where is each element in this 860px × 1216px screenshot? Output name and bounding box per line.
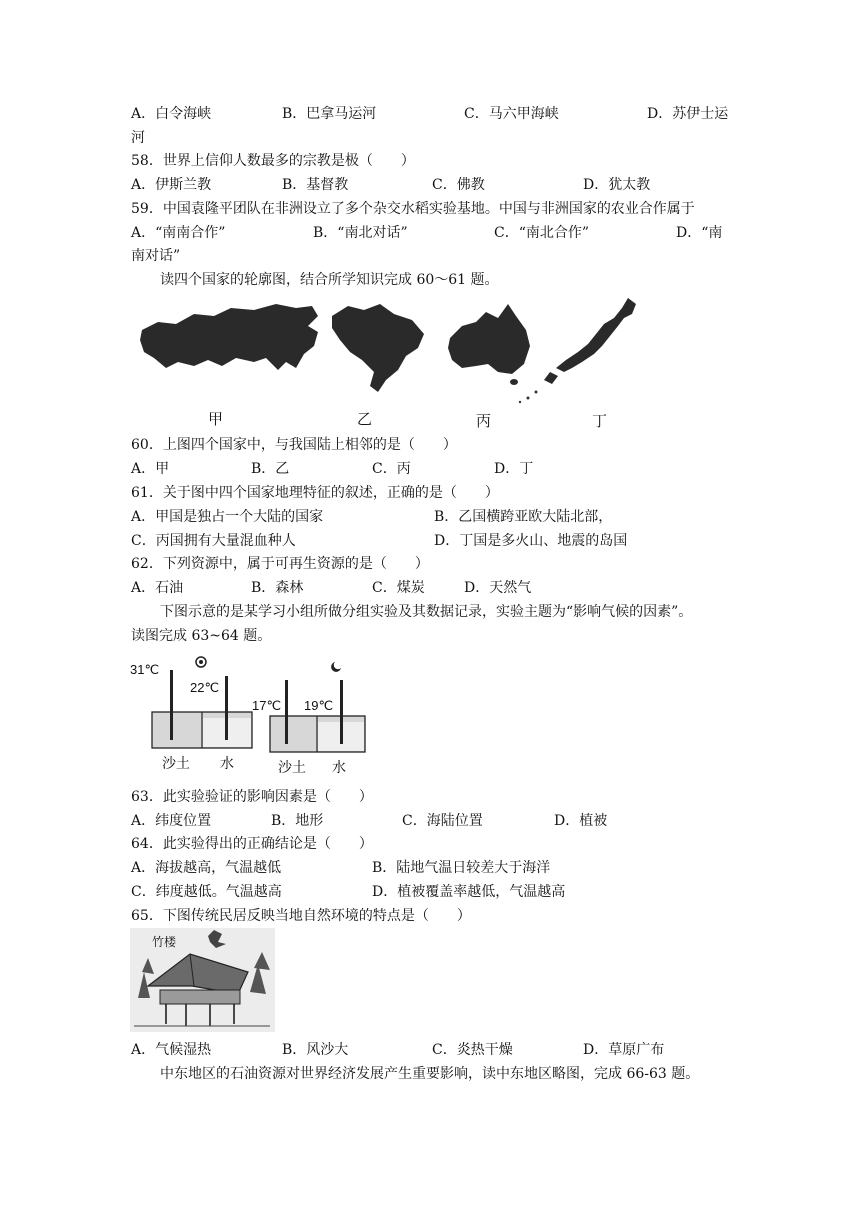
q59-stem: 59．中国袁隆平团队在非洲设立了多个杂交水稻实验基地。中国与非洲国家的农业合作属于: [131, 201, 695, 217]
q57-option-d: D．苏伊士运: [647, 106, 729, 122]
q62-option-c: C．煤炭: [372, 580, 425, 596]
q64-option-c: C．纬度越低。气温越高: [131, 884, 282, 900]
bamboo-house-figure: [130, 928, 275, 1032]
intro-63-64-line2: 读图完成 63~64 题。: [131, 628, 272, 644]
bamboo-house-svg: [130, 928, 275, 1032]
night-sand-label: 沙土: [278, 760, 306, 776]
q61-option-b: B．乙国横跨亚欧大陆北部，: [434, 509, 613, 525]
day-sand-temp: 31℃: [130, 662, 160, 677]
intro-60-61: 读四个国家的轮廓图，结合所学知识完成 60～61 题。: [160, 272, 499, 288]
q63-option-b: B．地形: [271, 813, 324, 829]
island-dot: [519, 401, 521, 403]
q61-option-d: D．丁国是多火山、地震的岛国: [434, 533, 628, 549]
q61-option-a: A．甲国是独占一个大陆的国家: [131, 509, 324, 525]
label-yi: 乙: [357, 410, 373, 428]
q58-option-b: B．基督教: [282, 177, 349, 193]
q60-option-c: C．丙: [372, 461, 411, 477]
island-dot: [527, 397, 530, 400]
q60-option-a: A．甲: [131, 461, 170, 477]
house-floor: [160, 990, 240, 1004]
q63-option-c: C．海陆位置: [402, 813, 483, 829]
kyushu-outline: [544, 372, 558, 384]
q58-option-a: A．伊斯兰教: [131, 177, 212, 193]
day-water-thermometer: [225, 676, 228, 740]
night-sand-temp: 17℃: [252, 698, 282, 713]
country-outlines-figure: [136, 296, 666, 434]
q64-option-d: D．植被覆盖率越低，气温越高: [372, 884, 566, 900]
q60-option-d: D．丁: [494, 461, 534, 477]
q62-option-b: B．森林: [251, 580, 304, 596]
q59-option-d-cont: 南对话”: [131, 248, 181, 264]
intro-66: 中东地区的石油资源对世界经济发展产生重要影响，读中东地区略图，完成 66-63 题。: [160, 1066, 700, 1082]
night-water-label: 水: [332, 760, 346, 776]
q60-stem: 60．上图四个国家中，与我国陆上相邻的是（ ）: [131, 437, 457, 453]
japan-outline: [556, 298, 636, 372]
q64-option-b: B．陆地气温日较差大于海洋: [372, 860, 551, 876]
q59-option-b: B．“南北对话”: [313, 225, 408, 241]
night-sand-thermometer: [285, 680, 288, 744]
experiment-figure: [130, 652, 370, 778]
brazil-outline: [332, 304, 424, 392]
tasmania-outline: [510, 379, 518, 385]
label-jia: 甲: [208, 410, 224, 428]
label-bing: 丙: [476, 412, 492, 430]
experiment-svg: [130, 652, 370, 778]
q65-stem: 65．下图传统民居反映当地自然环境的特点是（ ）: [131, 908, 471, 924]
day-water-temp: 22℃: [190, 680, 220, 695]
q61-option-c: C．丙国拥有大量混血种人: [131, 533, 296, 549]
q65-option-d: D．草原广布: [583, 1042, 665, 1058]
q63-option-a: A．纬度位置: [131, 813, 212, 829]
q63-option-d: D．植被: [554, 813, 608, 829]
australia-outline: [448, 304, 530, 374]
day-sand-thermometer: [170, 670, 173, 740]
day-sand-label: 沙土: [162, 756, 190, 772]
q64-option-a: A．海拔越高，气温越低: [131, 860, 282, 876]
q60-option-b: B．乙: [251, 461, 290, 477]
q58-stem: 58．世界上信仰人数最多的宗教是极（ ）: [131, 153, 415, 169]
q59-option-c: C．“南北合作”: [494, 225, 590, 241]
day-water-label: 水: [220, 756, 234, 772]
q62-option-a: A．石油: [131, 580, 184, 596]
q57-option-a: A．白令海峡: [131, 106, 212, 122]
night-water-temp: 19℃: [304, 698, 334, 713]
q61-stem: 61．关于图中四个国家地理特征的叙述，正确的是（ ）: [131, 485, 499, 501]
intro-63-64-line1: 下图示意的是某学习小组所做分组实验及其数据记录，实验主题为“影响气候的因素”。: [160, 604, 693, 620]
q65-option-c: C．炎热干燥: [432, 1042, 513, 1058]
sun-icon-core: [199, 660, 203, 664]
q59-option-a: A．“南南合作”: [131, 225, 226, 241]
q57-option-c: C．马六甲海峡: [464, 106, 559, 122]
q58-option-c: C．佛教: [432, 177, 485, 193]
q62-option-d: D．天然气: [464, 580, 532, 596]
q65-option-a: A．气候湿热: [131, 1042, 212, 1058]
house-label: 竹楼: [152, 935, 177, 949]
night-water-thermometer: [340, 680, 343, 744]
q65-option-b: B．风沙大: [282, 1042, 349, 1058]
q59-option-d: D．“南: [676, 225, 723, 241]
island-dot: [535, 391, 538, 394]
q57-option-b: B．巴拿马运河: [282, 106, 377, 122]
russia-outline: [140, 304, 318, 370]
label-ding: 丁: [592, 412, 608, 430]
q62-stem: 62．下列资源中，属于可再生资源的是（ ）: [131, 556, 429, 572]
country-outlines-svg: [136, 296, 666, 406]
q63-stem: 63．此实验验证的影响因素是（ ）: [131, 789, 373, 805]
q64-stem: 64．此实验得出的正确结论是（ ）: [131, 836, 373, 852]
q58-option-d: D．犹太教: [583, 177, 651, 193]
moon-icon: [331, 662, 341, 672]
q57-option-d-cont: 河: [131, 130, 145, 146]
